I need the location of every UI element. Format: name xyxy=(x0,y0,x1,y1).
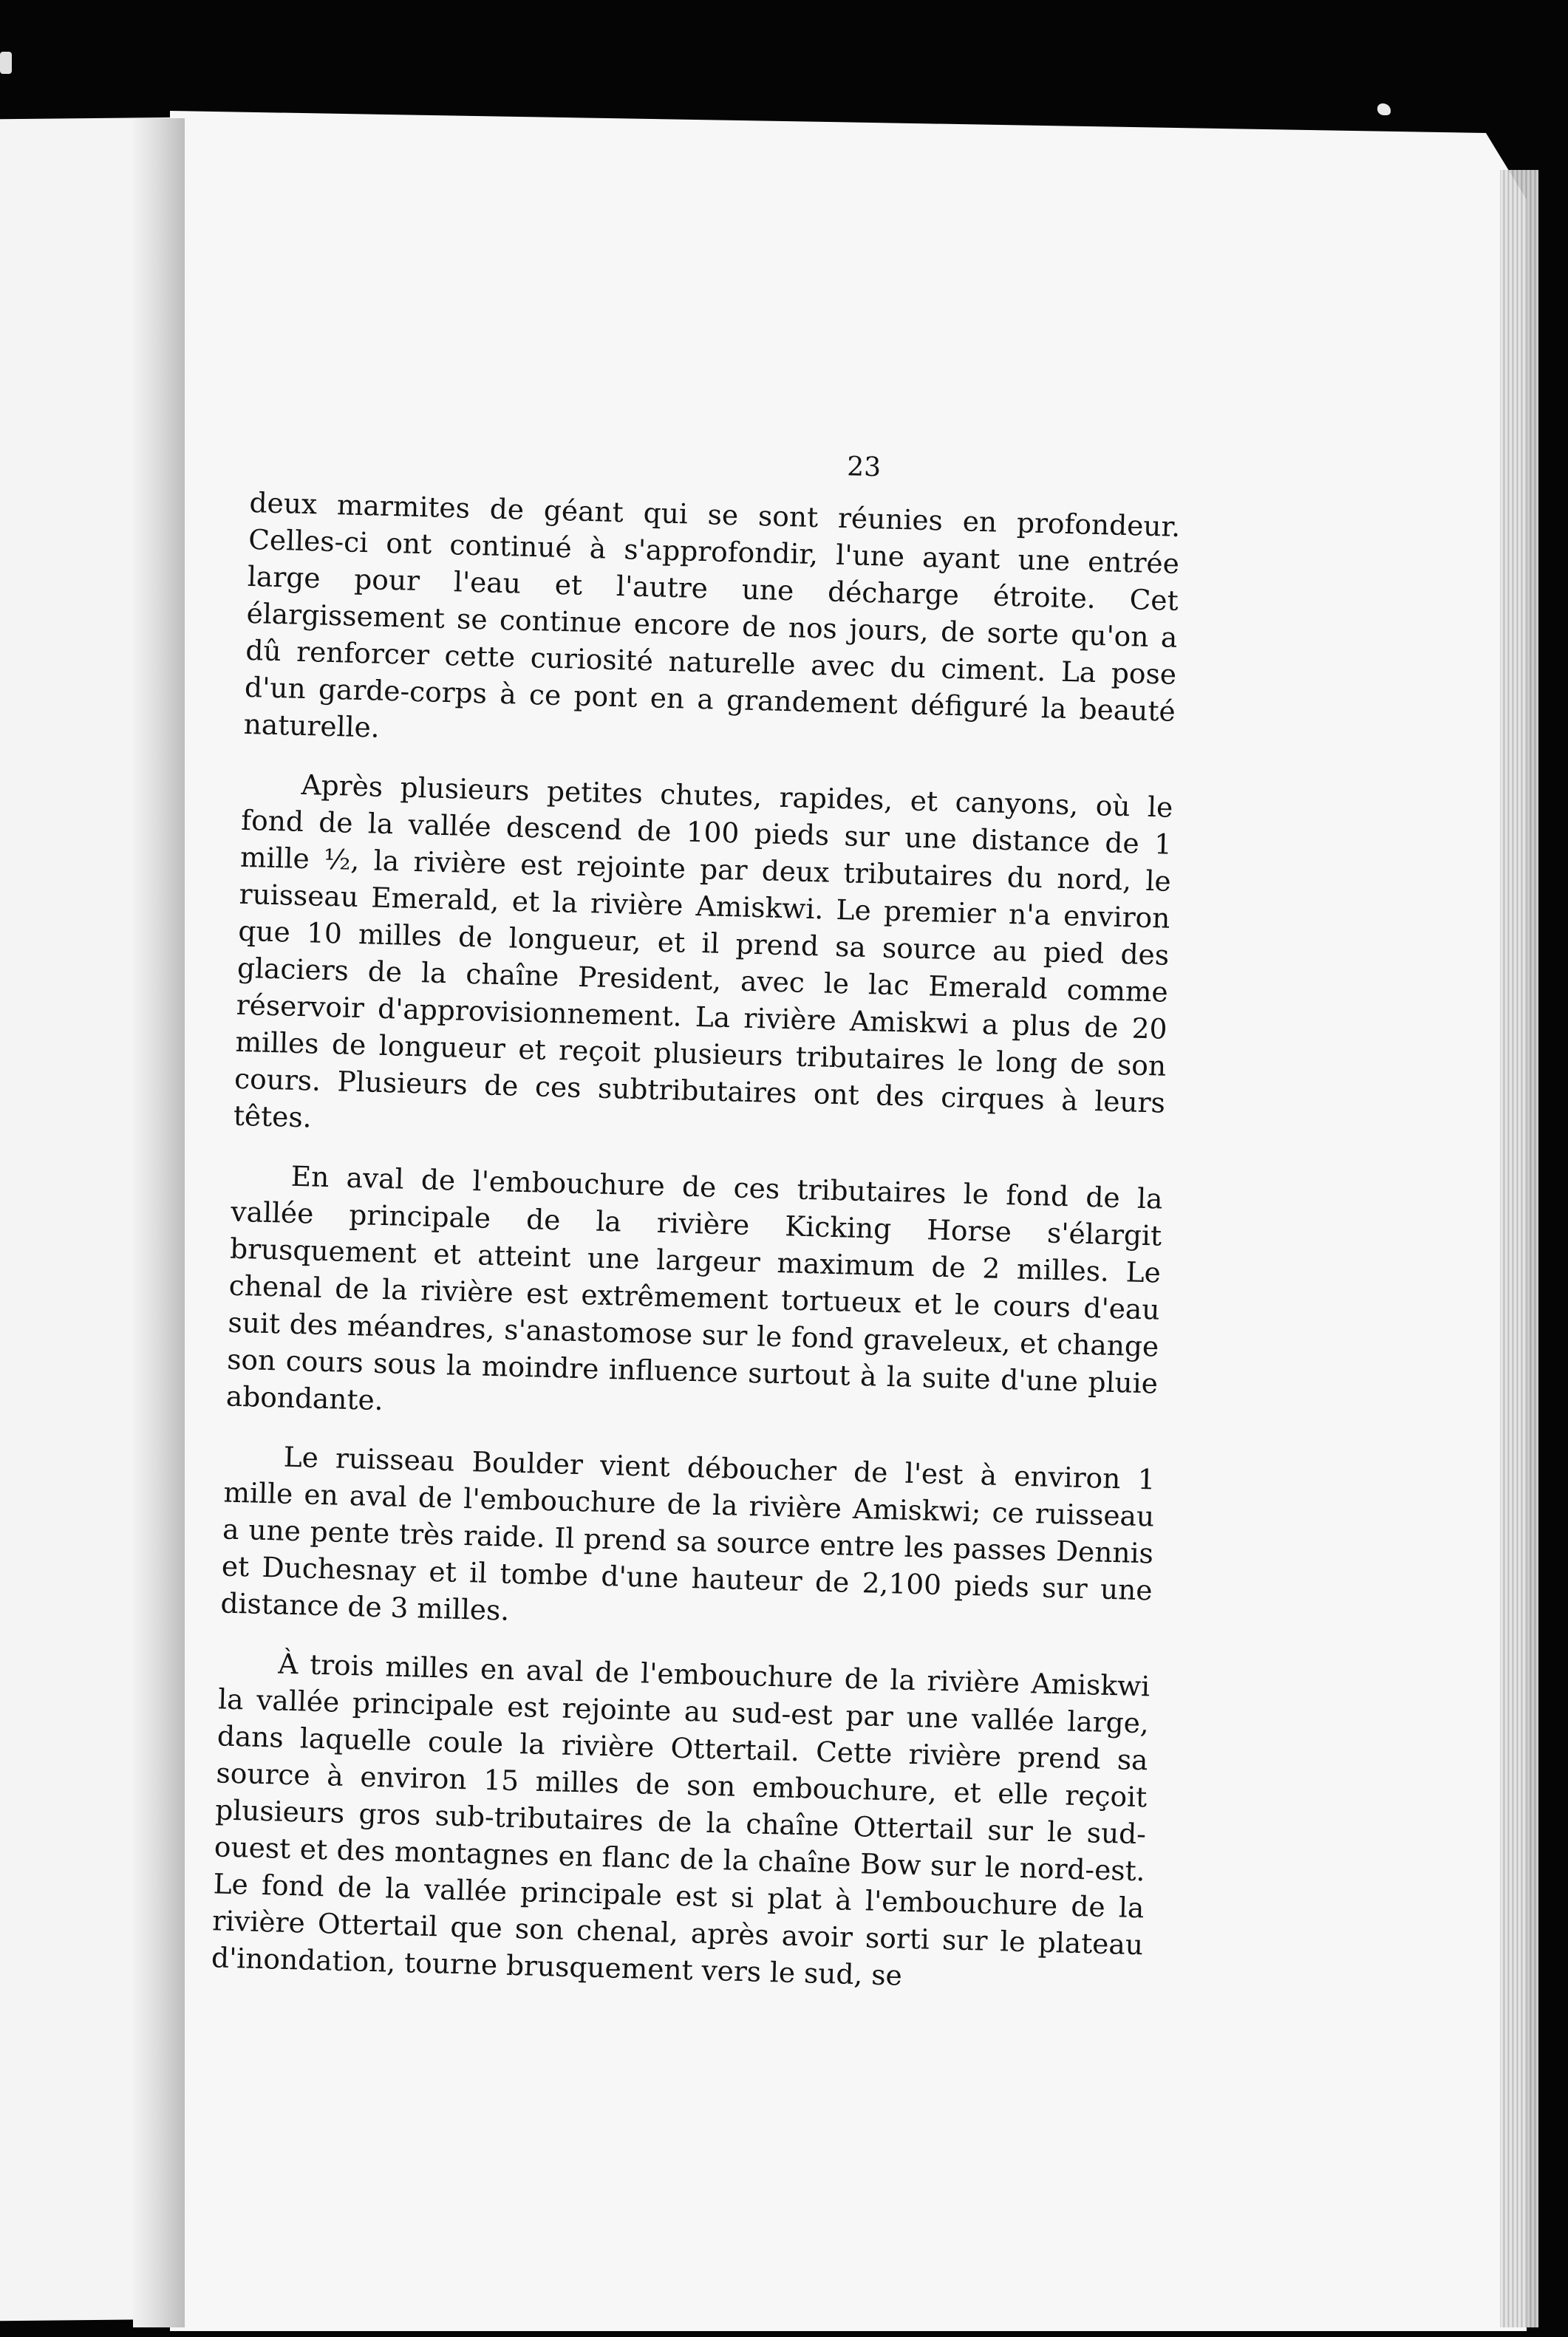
book-gutter xyxy=(133,118,185,2327)
paragraph: En aval de l'embouchure de ces tributaires le fond de la vallée principale de la rivière Kicking Horse s'élargit brusquement et atteint une largeur maximum de 2 milles. Le chenal de la rivière est extrêmement tortueux et le cours d'eau suit des méandres, s'anastomose sur le fond graveleux, et change son cours sous la moindre influence surtout à la suite d'une pluie abondante. xyxy=(225,1159,1163,1417)
paragraph: Le ruisseau Boulder vient déboucher de l'est à environ 1 mille en aval de l'embouchure de la rivière Amiskwi; ce ruisseau a une pente très raide. Il prend sa source entre les passes Dennis et Duchesnay et il tombe d'une hauteur de 2,100 pieds sur une distance de 3 milles. xyxy=(220,1440,1156,1627)
page-stack-edge xyxy=(1500,170,1538,2327)
page-text xyxy=(211,436,1182,2022)
paragraph: À trois milles en aval de l'embouchure de la rivière Amiskwi la vallée principale est rejointe au sud-est par une vallée large, dans laquelle coule la rivière Ottertail. Cette rivière prend sa source à environ 15 milles de son embouchure, et elle reçoit plusieurs gros sub-tributaires de la chaîne Ottertail sur le sud-ouest et des montagnes en flanc de la chaîne Bow sur le nord-est. Le fond de la vallée principale est si plat à l'embouchure de la rivière Ottertail que son chenal, après avoir sorti sur le plateau d'inondation, tourne brusquement vers le sud, se xyxy=(211,1647,1151,1992)
paragraph: deux marmites de géant qui se sont réunies en profondeur. Celles-ci ont continué à s'approfondir, l'une ayant une entrée large pour l'eau et l'autre une décharge étroite. Cet élargissement se continue encore de nos jours, de sorte qu'on a dû renforcer cette curiosité naturelle avec du ciment. La pose d'un garde-corps à ce pont en a grandement défiguré la beauté naturelle. xyxy=(243,485,1181,744)
page-number: 23 xyxy=(846,451,882,483)
scan-artifact xyxy=(0,52,12,74)
scan-artifact xyxy=(1377,103,1391,115)
paragraph: Après plusieurs petites chutes, rapides, et canyons, où le fond de la vallée descend de 100 pieds sur une distance de 1 mille ½, la rivière est rejointe par deux tributaires du nord, le ruisseau Emerald, et la rivière Amiskwi. Le premier n'a environ que 10 milles de longueur, et il prend sa source au pied des glaciers de la chaîne President, avec le lac Emerald comme réservoir d'approvisionnement. La rivière Amiskwi a plus de 20 milles de longueur et reçoit plusieurs tributaires le long de son cours. Plusieurs de ces subtributaires ont des cirques à leurs têtes. xyxy=(233,768,1173,1134)
